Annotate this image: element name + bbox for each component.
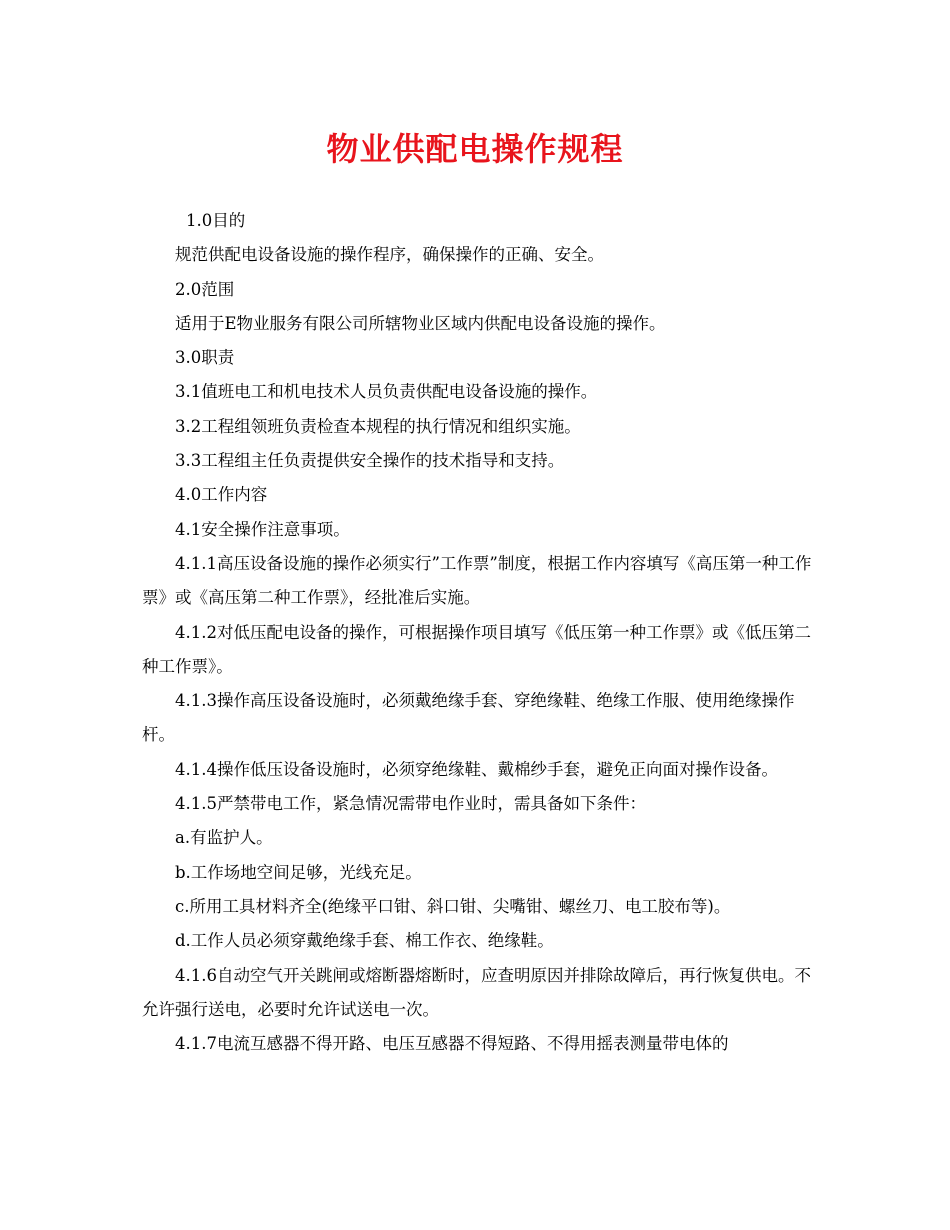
list-item: b.工作场地空间足够，光线充足。 [175,862,422,882]
paragraph: 4.1.1高压设备设施的操作必须实行”工作票”制度，根据工作内容填写《高压第一种工作票》或《高压第二种工作票》，经批准后实施。 [142,553,812,608]
document-title: 物业供配电操作规程 [326,130,624,168]
section-heading-scope: 2.0范围 [175,279,235,299]
list-item: c.所用工具材料齐全(绝缘平口钳、斜口钳、尖嘴钳、螺丝刀、电工胶布等)。 [175,896,731,916]
document-body [142,204,812,1061]
paragraph: 4.1.3操作高压设备设施时，必须戴绝缘手套、穿绝缘鞋、绝缘工作服、使用绝缘操作杆。 [142,691,795,745]
paragraph: 适用于E物业服务有限公司所辖物业区域内供配电设备设施的操作。 [175,313,666,333]
paragraph: 3.2工程组领班负责检查本规程的执行情况和组织实施。 [175,416,581,436]
section-heading-purpose: 1.0目的 [186,211,246,230]
section-heading-responsibilities: 3.0职责 [175,348,235,368]
paragraph: 4.1安全操作注意事项。 [175,519,350,539]
paragraph: 4.1.7电流互感器不得开路、电压互感器不得短路、不得用摇表测量带电体的 [175,1034,729,1054]
paragraph: 4.1.4操作低压设备设施时，必须穿绝缘鞋、戴棉纱手套，避免正向面对操作设备。 [175,759,778,779]
paragraph: 4.1.5严禁带电工作，紧急情况需带电作业时，需具备如下条件： [175,794,646,814]
paragraph: 规范供配电设备设施的操作程序，确保操作的正确、安全。 [175,245,604,265]
paragraph: 3.3工程组主任负责提供安全操作的技术指导和支持。 [175,451,565,471]
paragraph: 3.1值班电工和机电技术人员负责供配电设备设施的操作。 [175,382,598,402]
paragraph: 4.1.2对低压配电设备的操作，可根据操作项目填写《低压第一种工作票》或《低压第二种工作票》。 [142,622,811,676]
list-item: a.有监护人。 [175,828,273,848]
section-heading-work-content: 4.0工作内容 [175,485,268,505]
paragraph: 4.1.6自动空气开关跳闸或熔断器熔断时，应查明原因并排除故障后，再行恢复供电。不允许强行送电，必要时允许试送电一次。 [142,965,811,1019]
list-item: d.工作人员必须穿戴绝缘手套、棉工作衣、绝缘鞋。 [175,931,554,951]
